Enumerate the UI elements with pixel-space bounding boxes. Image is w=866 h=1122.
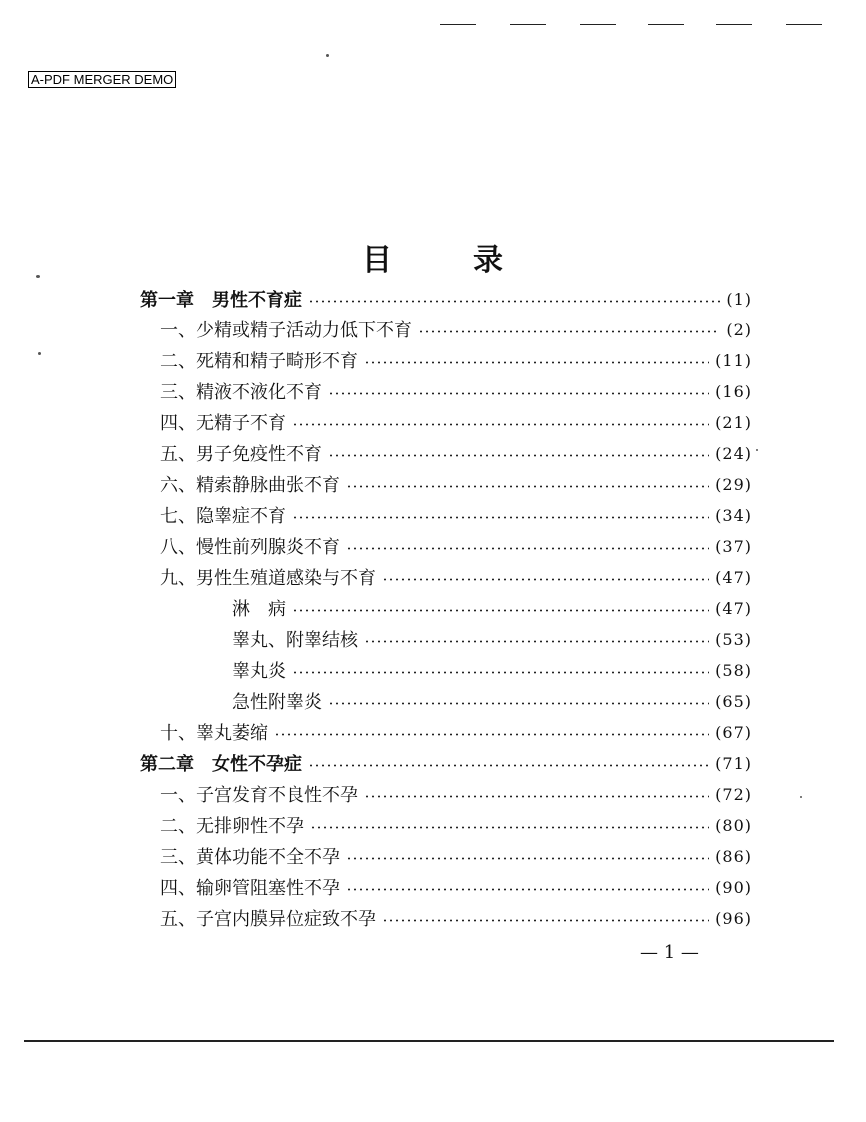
toc-entry-page: (53) <box>715 629 752 649</box>
scan-speck <box>326 54 329 57</box>
toc-entry[interactable] <box>160 407 752 437</box>
toc-entry[interactable] <box>232 655 752 685</box>
toc-entry-page: (80) <box>715 815 752 835</box>
toc-entry-label: 一、少精或精子活动力低下不育 <box>160 320 412 341</box>
scan-speck <box>756 449 758 451</box>
toc-entry-page: (96) <box>715 908 752 928</box>
toc-entry-page: (24) <box>715 443 752 463</box>
toc-entry-label: 四、无精子不育 <box>160 413 286 434</box>
page-number: — 1 — <box>640 942 699 963</box>
toc-entry[interactable] <box>160 903 752 933</box>
toc-entry-label: 第二章 女性不孕症 <box>140 754 302 775</box>
toc-entry[interactable] <box>232 593 752 623</box>
toc-entry-page: (58) <box>715 660 752 680</box>
toc-entry[interactable] <box>160 376 752 406</box>
toc-entry-page: (16) <box>715 381 752 401</box>
toc-entry-page: (11) <box>715 350 752 370</box>
toc-entry-label: 第一章 男性不育症 <box>140 290 302 311</box>
toc-entry-label: 四、输卵管阻塞性不孕 <box>160 878 340 899</box>
toc-entry-page: (47) <box>715 567 752 587</box>
toc-entry-page: (47) <box>715 598 752 618</box>
toc-entry[interactable] <box>160 531 752 561</box>
toc-title <box>0 235 866 279</box>
toc-entry-label: 八、慢性前列腺炎不育 <box>160 537 340 558</box>
toc-entry-label: 九、男性生殖道感染与不育 <box>160 568 376 589</box>
watermark-label: A-PDF MERGER DEMO <box>28 71 176 88</box>
toc-entry-label: 五、子宫内膜异位症致不孕 <box>160 909 376 930</box>
toc-entry-label: 睾丸炎 <box>232 661 286 682</box>
toc-entry-label: 睾丸、附睾结核 <box>232 630 358 651</box>
toc-entry-page: (90) <box>715 877 752 897</box>
toc-entry-label: 七、隐睾症不育 <box>160 506 286 527</box>
toc-entry-label: 二、死精和精子畸形不育 <box>160 351 358 372</box>
toc-title-right: 录 <box>473 243 504 279</box>
toc-entry-page: (65) <box>715 691 752 711</box>
toc-entry-page: (1) <box>726 289 752 309</box>
toc-entry-label: 淋 病 <box>232 599 286 620</box>
toc-entry[interactable] <box>140 748 752 778</box>
toc-entry[interactable] <box>160 500 752 530</box>
toc-entry-label: 五、男子免疫性不育 <box>160 444 322 465</box>
bottom-rule <box>24 1040 834 1042</box>
toc-entry-label: 一、子宫发育不良性不孕 <box>160 785 358 806</box>
scan-speck <box>800 796 802 798</box>
toc-entry[interactable] <box>160 872 752 902</box>
toc-entry-page: (71) <box>715 753 752 773</box>
toc-entry-label: 急性附睾炎 <box>232 692 322 713</box>
toc-entry[interactable] <box>160 779 752 809</box>
toc-entry-label: 六、精索静脉曲张不育 <box>160 475 340 496</box>
toc-title-left: 目 <box>362 243 393 279</box>
toc-entry[interactable] <box>232 686 752 716</box>
toc-entry[interactable] <box>160 810 752 840</box>
toc-entry-label: 二、无排卵性不孕 <box>160 816 304 837</box>
toc-entry-page: (72) <box>715 784 752 804</box>
toc-entry[interactable] <box>160 438 752 468</box>
toc-entry-page: (86) <box>715 846 752 866</box>
toc-entry[interactable] <box>160 841 752 871</box>
toc-entry[interactable] <box>232 624 752 654</box>
toc-entry-label: 十、睾丸萎缩 <box>160 723 268 744</box>
toc-entry[interactable] <box>160 717 752 747</box>
toc-entry[interactable] <box>160 345 752 375</box>
toc-entry-page: (67) <box>715 722 752 742</box>
toc-entry[interactable] <box>160 562 752 592</box>
toc-entry-page: (29) <box>715 474 752 494</box>
toc-entry-label: 三、精液不液化不育 <box>160 382 322 403</box>
toc-entry-page: (2) <box>726 319 752 339</box>
toc-entry-page: (34) <box>715 505 752 525</box>
toc-entry-page: (37) <box>715 536 752 556</box>
toc-entry[interactable] <box>160 469 752 499</box>
toc-entry[interactable] <box>160 314 752 344</box>
toc-entry[interactable] <box>140 284 752 314</box>
header-dash-rule <box>440 24 860 28</box>
toc-entry-label: 三、黄体功能不全不孕 <box>160 847 340 868</box>
toc-entry-page: (21) <box>715 412 752 432</box>
scan-speck <box>38 352 41 355</box>
